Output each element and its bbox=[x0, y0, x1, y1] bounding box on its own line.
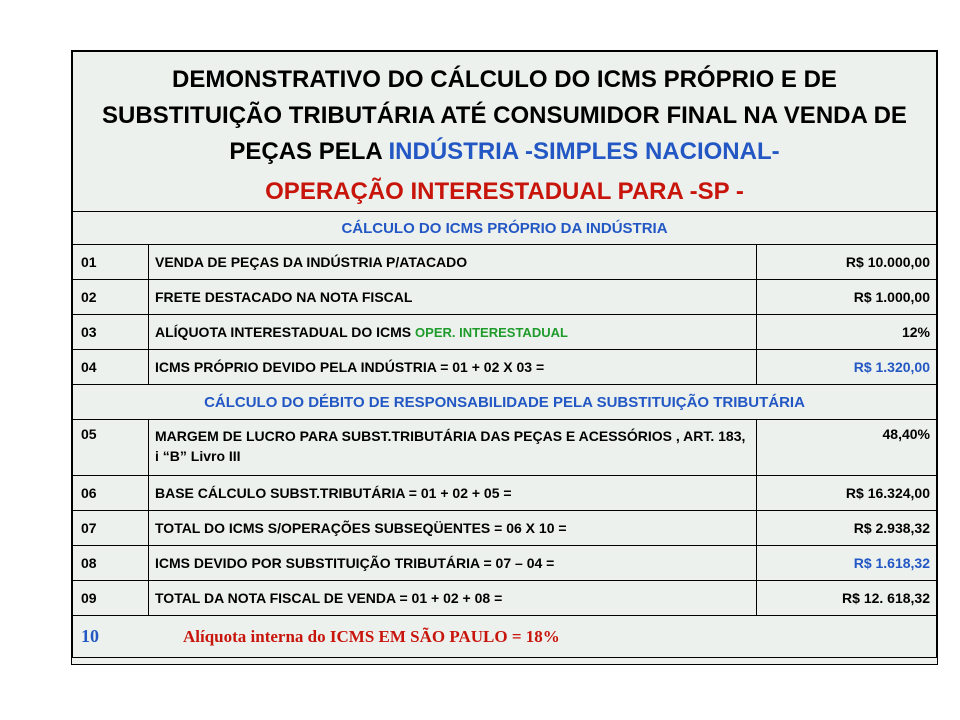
row-description: TOTAL DO ICMS S/OPERAÇÕES SUBSEQÜENTES = 06 X 10 = bbox=[149, 511, 757, 546]
row-number: 01 bbox=[73, 245, 149, 280]
table-row bbox=[73, 420, 937, 476]
row-number: 03 bbox=[73, 315, 149, 350]
row-description: FRETE DESTACADO NA NOTA FISCAL bbox=[149, 280, 757, 315]
row-description: VENDA DE PEÇAS DA INDÚSTRIA P/ATACADO bbox=[149, 245, 757, 280]
internal-rate-note: Alíquota interna do ICMS EM SÃO PAULO = 18% bbox=[183, 627, 560, 646]
row-number: 07 bbox=[73, 511, 149, 546]
row-description: TOTAL DA NOTA FISCAL DE VENDA = 01 + 02 + 08 = bbox=[149, 581, 757, 616]
row-number: 05 bbox=[73, 420, 149, 476]
row-value: R$ 10.000,00 bbox=[757, 245, 937, 280]
table-row bbox=[73, 245, 937, 280]
title-industry: INDÚSTRIA -SIMPLES NACIONAL- bbox=[388, 137, 780, 165]
row-value: R$ 1.000,00 bbox=[757, 280, 937, 315]
row-description-note: OPER. INTERESTADUAL bbox=[415, 325, 568, 340]
section-substitution: CÁLCULO DO DÉBITO DE RESPONSABILIDADE PELA SUBSTITUIÇÃO TRIBUTÁRIA bbox=[73, 385, 937, 420]
title-operation: OPERAÇÃO INTERESTADUAL PARA -SP - bbox=[265, 177, 744, 205]
row-number: 06 bbox=[73, 476, 149, 511]
row-value: R$ 12. 618,32 bbox=[757, 581, 937, 616]
table-row bbox=[73, 315, 937, 350]
row-number: 08 bbox=[73, 546, 149, 581]
table-row bbox=[73, 546, 937, 581]
page-title bbox=[73, 52, 937, 212]
table-row bbox=[73, 581, 937, 616]
row-description-main: ALÍQUOTA INTERESTADUAL DO ICMS bbox=[155, 324, 416, 340]
row-value: 48,40% bbox=[757, 420, 937, 476]
icms-table bbox=[72, 51, 937, 658]
row-value: R$ 16.324,00 bbox=[757, 476, 937, 511]
row-description: MARGEM DE LUCRO PARA SUBST.TRIBUTÁRIA DAS PEÇAS E ACESSÓRIOS , ART. 183, i “B” Livro III bbox=[149, 420, 757, 476]
section-own-icms: CÁLCULO DO ICMS PRÓPRIO DA INDÚSTRIA bbox=[73, 212, 937, 245]
final-number: 10 bbox=[81, 626, 99, 646]
table-row bbox=[73, 350, 937, 385]
row-number: 04 bbox=[73, 350, 149, 385]
table-row bbox=[73, 476, 937, 511]
row-description bbox=[149, 315, 757, 350]
row-value: R$ 1.320,00 bbox=[757, 350, 937, 385]
title-main: DEMONSTRATIVO DO CÁLCULO DO ICMS PRÓPRIO E DE SUBSTITUIÇÃO TRIBUTÁRIA ATÉ CONSUMIDOR FINAL NA VENDA DE PEÇAS PELA bbox=[102, 65, 907, 165]
table-row bbox=[73, 280, 937, 315]
row-value: R$ 2.938,32 bbox=[757, 511, 937, 546]
row-number: 02 bbox=[73, 280, 149, 315]
row-description: ICMS DEVIDO POR SUBSTITUIÇÃO TRIBUTÁRIA = 07 – 04 = bbox=[149, 546, 757, 581]
final-note-row bbox=[73, 616, 937, 658]
row-description: BASE CÁLCULO SUBST.TRIBUTÁRIA = 01 + 02 + 05 = bbox=[149, 476, 757, 511]
table-row bbox=[73, 511, 937, 546]
icms-calculation-sheet bbox=[71, 50, 938, 665]
row-value: 12% bbox=[757, 315, 937, 350]
row-description: ICMS PRÓPRIO DEVIDO PELA INDÚSTRIA = 01 + 02 X 03 = bbox=[149, 350, 757, 385]
row-number: 09 bbox=[73, 581, 149, 616]
row-value: R$ 1.618,32 bbox=[757, 546, 937, 581]
